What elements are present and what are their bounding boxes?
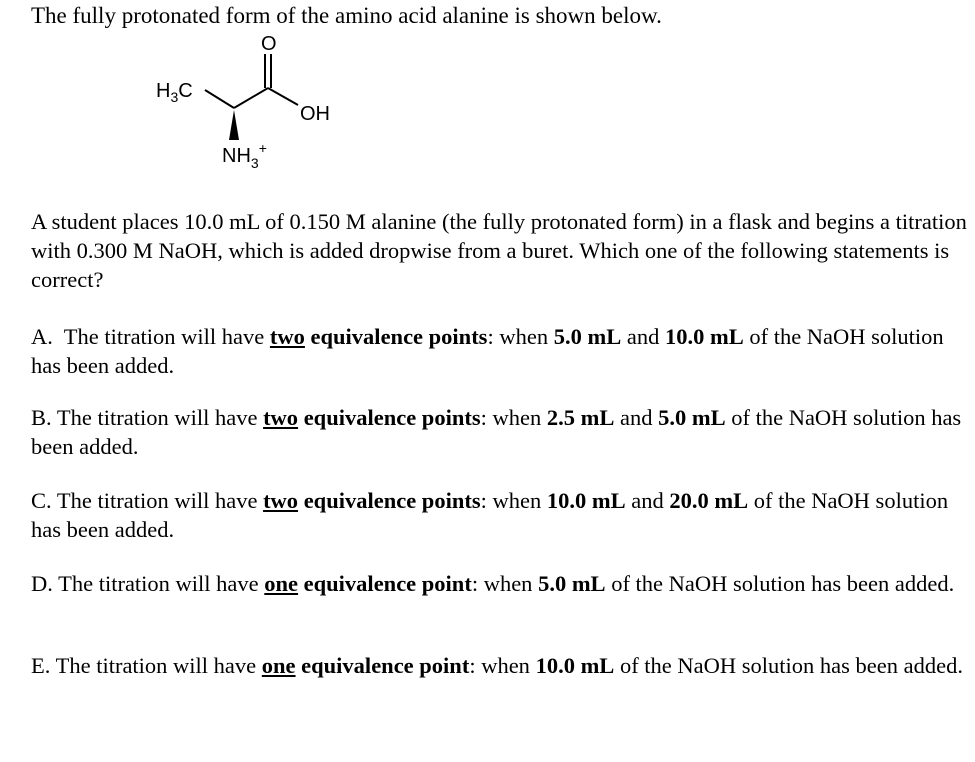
option-suffix: of the NaOH solution has been added.: [31, 405, 962, 459]
bond-carbonyl-hydroxyl: [268, 88, 298, 105]
option-term: equivalence points: [303, 488, 481, 513]
option-count: two: [263, 488, 299, 513]
option-suffix: of the NaOH solution has been added.: [611, 571, 955, 596]
option-volume-1: 5.0 mL: [553, 324, 622, 349]
option-mid: : when: [469, 653, 530, 678]
methyl-label: $H_3C$: [156, 80, 193, 105]
option-volume-1: 10.0 mL: [546, 488, 626, 513]
wedge-bond-ammonium: [229, 110, 239, 140]
option-d[interactable]: [31, 569, 971, 598]
option-prefix: The titration will have: [63, 324, 265, 349]
bond-methyl-alpha: [205, 90, 234, 108]
option-mid: : when: [487, 324, 549, 349]
option-prefix: The titration will have: [58, 571, 259, 596]
option-a[interactable]: [31, 322, 971, 380]
option-and: and: [631, 488, 664, 513]
option-volume-1: 5.0 mL: [538, 571, 606, 596]
option-suffix: of the NaOH solution has been added.: [619, 653, 963, 678]
option-prefix: The titration will have: [55, 653, 257, 678]
option-mid: : when: [480, 488, 542, 513]
hydroxyl-label: OH: [300, 103, 330, 125]
option-term: equivalence points: [303, 405, 481, 430]
option-letter: A.: [31, 324, 53, 349]
option-count: one: [264, 571, 299, 596]
intro-text: The fully protonated form of the amino acid alanine is shown below.: [31, 3, 662, 28]
option-b[interactable]: [31, 403, 971, 461]
question-stem: A student places 10.0 mL of 0.150 M alanine (the fully protonated form) in a flask and begins a titration with 0.300 M NaOH, which is added dropwise from a buret. Which one of the following statements is correct?: [31, 209, 967, 292]
option-e[interactable]: [31, 651, 971, 680]
option-prefix: The titration will have: [56, 488, 258, 513]
option-count: two: [263, 405, 299, 430]
option-and: and: [626, 324, 660, 349]
ammonium-label: $NH_3^+$: [222, 140, 267, 171]
carbonyl-oxygen-label: O: [261, 33, 277, 55]
option-volume-1: 10.0 mL: [535, 653, 615, 678]
option-volume-1: 2.5 mL: [546, 405, 615, 430]
alanine-structure: [140, 30, 370, 180]
option-c[interactable]: [31, 486, 971, 544]
option-suffix: of the NaOH solution has been added.: [31, 324, 944, 378]
option-prefix: The titration will have: [56, 405, 258, 430]
bond-alpha-carbonyl: [234, 88, 268, 108]
option-mid: : when: [480, 405, 542, 430]
option-count: two: [269, 324, 305, 349]
option-volume-2: 5.0 mL: [658, 405, 726, 430]
option-count: one: [261, 653, 296, 678]
option-term: equivalence point: [303, 571, 472, 596]
option-letter: B.: [31, 405, 52, 430]
option-term: equivalence point: [301, 653, 470, 678]
option-mid: : when: [471, 571, 533, 596]
option-and: and: [619, 405, 653, 430]
option-suffix: of the NaOH solution has been added.: [31, 488, 949, 542]
option-letter: E.: [31, 653, 51, 678]
option-letter: C.: [31, 488, 52, 513]
option-volume-2: 10.0 mL: [664, 324, 744, 349]
option-volume-2: 20.0 mL: [669, 488, 749, 513]
option-letter: D.: [31, 571, 53, 596]
option-term: equivalence points: [310, 324, 488, 349]
